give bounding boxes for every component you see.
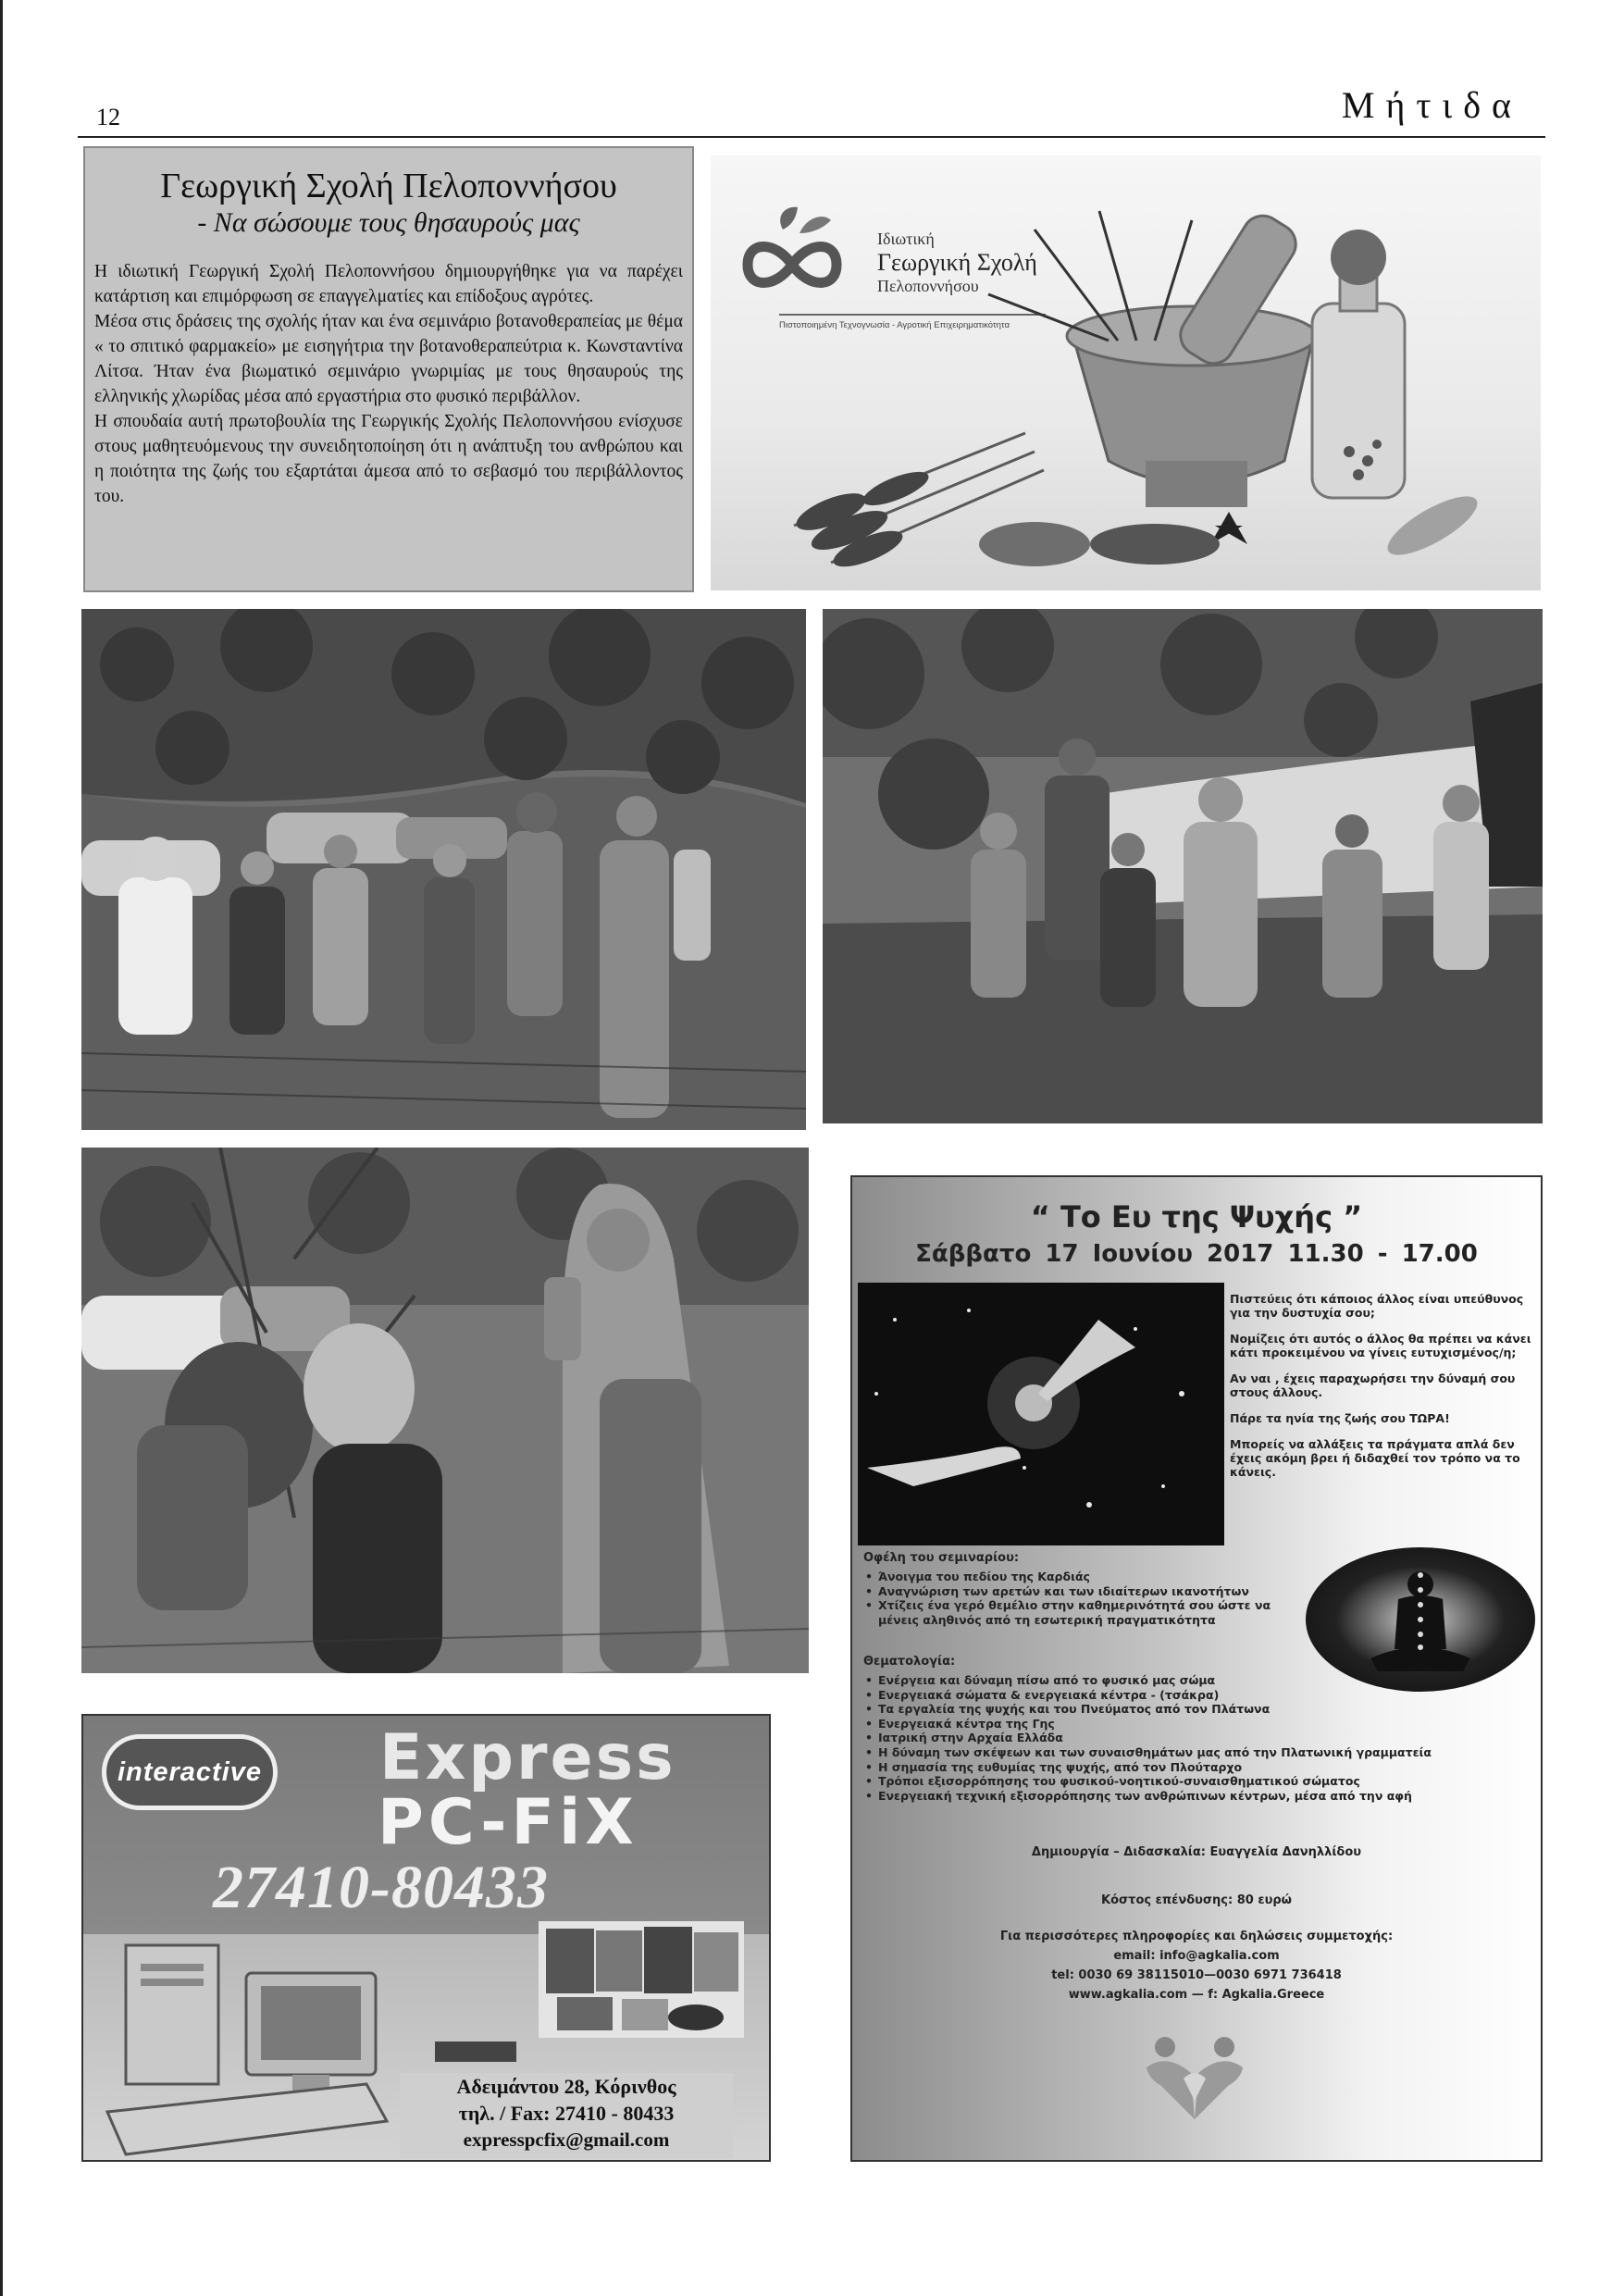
pcfix-phone: 27410-80433 [213, 1854, 549, 1921]
benefits-heading: Οφέλη του σεμιναρίου: [863, 1551, 1020, 1565]
logo-line-3: Πελοποννήσου [877, 277, 979, 295]
interactive-badge [102, 1734, 278, 1810]
article-paragraph: Μέσα στις δράσεις της σχολής ήταν και ένα σεμινάριο βοτανοθεραπείας με θέμα « το σπιτικό φαρμακείο» με εισηγήτρια την βοτανοθεραπεύτρια κ. Κωνσταντίνα Λίτσα. Ήταν ένα βιωματικό σεμινάριο γνωριμίας με τους θησαυρούς της ελληνικής χλωρίδας μέσα από εργαστήρια στο φυσικό περιβάλλον. [94, 311, 683, 406]
topic-item: • Ενεργειακά κέντρα της Γης [863, 1717, 1530, 1731]
meditation-chakra-image [1306, 1547, 1535, 1692]
small-product-image [435, 2042, 516, 2062]
article-box [83, 146, 694, 592]
topic-item: • Η δύναμη των σκέψεων και των συναισθημάτων μας από την Πλατωνική γραμματεία [863, 1745, 1530, 1760]
seminar-quote: Πάρε τα ηνία της ζωής σου ΤΩΡΑ! [1230, 1411, 1450, 1425]
info-heading: Για περισσότερες πληροφορίες και δηλώσεις συμμετοχής: [999, 1930, 1394, 1943]
seminar-quotes [1230, 1292, 1535, 1491]
benefit-item: • Άνοιγμα του πεδίου της Καρδιάς [863, 1570, 1308, 1584]
article-paragraph: Η ιδιωτική Γεωργική Σχολή Πελοποννήσου δημιουργήθηκε για να παρέχει κατάρτιση και επιμόρφωση σε επαγγελματίες και επίδοξους αγρότες. [94, 261, 683, 306]
topic-item: • Ενέργεια και δύναμη πίσω από το φυσικό μας σώμα [863, 1673, 1530, 1688]
group-near-car-photo [823, 609, 1543, 1123]
pcfix-address: Αδειμάντου 28, Κόρινθος [456, 2075, 676, 2098]
seminar-quote: Πιστεύεις ότι κάποιος άλλος είναι υπεύθυνος για την δυστυχία σου; [1230, 1292, 1524, 1320]
topic-item: • Ενεργειακά σώματα & ενεργειακά κέντρα - (τσάκρα) [863, 1688, 1530, 1703]
logo-line-1: Ιδιωτική [877, 230, 935, 248]
computer-icon [89, 1936, 394, 2162]
topics-heading: Θεματολογία: [863, 1655, 956, 1669]
seminar-contact-info [852, 1927, 1541, 2004]
seminar-tel[interactable]: tel: 0030 69 38115010—0030 6971 736418 [1051, 1968, 1342, 1982]
pcfix-brand-line-2: PC-FiX [378, 1786, 638, 1859]
page-number: 12 [96, 104, 120, 130]
topics-list [863, 1673, 1530, 1803]
seminar-email[interactable]: email: info@agkalia.com [1113, 1949, 1280, 1963]
pcfix-ad [81, 1714, 771, 2162]
article-paragraph: Η σπουδαία αυτή πρωτοβουλία της Γεωργικής Σχολής Πελοποννήσου ενίσχυσε στους μαθητευόμενους την συνειδητοποίηση ότι η ανάπτυξη του ανθρώπου και η ποιότητα της ζωής του εξαρτάται άμεσα από το σεβασμό του περιβάλλοντος του. [94, 411, 683, 506]
interactive-badge-label: interactive [117, 1756, 263, 1787]
school-logo-image [711, 155, 1541, 590]
newspaper-title: Μήτιδα [1341, 84, 1522, 126]
topic-item: • Η σημασία της ευθυμίας της ψυχής, από τον Πλούταρχο [863, 1760, 1530, 1775]
software-boxes-image [539, 1921, 744, 2038]
school-logo-text [877, 230, 1062, 296]
seminar-title: “ Το Ευ της Ψυχής ” [1030, 1199, 1363, 1235]
benefit-item: • Χτίζεις ένα γερό θεμέλιο στην καθημερινότητά σου ώστε να μένεις αληθινός από τη εσωτερική πραγματικότητα [863, 1598, 1308, 1627]
topic-item: • Ενεργειακή τεχνική εξισορρόπησης των ανθρώπινων κέντρων, μέσα από την αφή [863, 1789, 1530, 1804]
article-subtitle: - Να σώσουμε τους θησαυρούς μας [197, 206, 580, 238]
header-rule [78, 136, 1545, 138]
agkalia-logo-icon [1139, 2027, 1250, 2132]
pcfix-tel-fax: τηλ. / Fax: 27410 - 80433 [458, 2102, 675, 2125]
field-group-photo [81, 609, 806, 1130]
cosmic-hands-image [858, 1283, 1224, 1545]
pcfix-contact-box [400, 2073, 733, 2158]
benefit-item: • Αναγνώριση των αρετών και των ιδιαίτερων ικανοτήτων [863, 1584, 1308, 1599]
pcfix-email[interactable]: expresspcfix@gmail.com [463, 2128, 670, 2151]
topic-item: • Ιατρική στην Αρχαία Ελλάδα [863, 1731, 1530, 1745]
seminar-quote: Αν ναι , έχεις παραχωρήσει την δύναμή σου στους άλλους. [1230, 1371, 1516, 1399]
benefits-list [863, 1570, 1308, 1627]
seminar-creator: Δημιουργία – Διδασκαλία: Ευαγγελία Δανηλλίδου [1031, 1845, 1362, 1859]
seminar-web[interactable]: www.agkalia.com — f: Agkalia.Greece [1068, 1988, 1325, 2002]
herb-lesson-photo [81, 1148, 809, 1673]
topic-item: • Τρόποι εξισορρόπησης του φυσικού-νοητικού-συναισθηματικού σώματος [863, 1774, 1530, 1789]
seminar-quote: Μπορείς να αλλάξεις τα πράγματα απλά δεν έχεις ακόμη βρει ή διδαχθεί τον τρόπο να το κάνεις. [1230, 1437, 1520, 1479]
seminar-ad [850, 1175, 1543, 2162]
logo-line-2: Γεωργική Σχολή [877, 249, 1037, 276]
seminar-date: Σάββατο 17 Ιουνίου 2017 11.30 - 17.00 [915, 1240, 1478, 1268]
seminar-quote: Νομίζεις ότι αυτός ο άλλος θα πρέπει να κάνει κάτι προκειμένου να γίνεις ευτυχισμένος/η; [1230, 1332, 1531, 1359]
seminar-cost: Κόστος επένδυσης: 80 ευρώ [1101, 1893, 1292, 1907]
herbs-mortar-illustration [711, 155, 1541, 590]
topic-item: • Τα εργαλεία της ψυχής και του Πνεύματος από τον Πλάτωνα [863, 1702, 1530, 1717]
logo-tagline: Πιστοποιημένη Τεχνογνωσία - Αγροτική Επιχειρηματικότητα [779, 320, 1010, 330]
pcfix-brand-line-1: Express [379, 1721, 676, 1794]
article-title: Γεωργική Σχολή Πελοποννήσου [160, 167, 617, 205]
page-border [0, 0, 3, 2296]
